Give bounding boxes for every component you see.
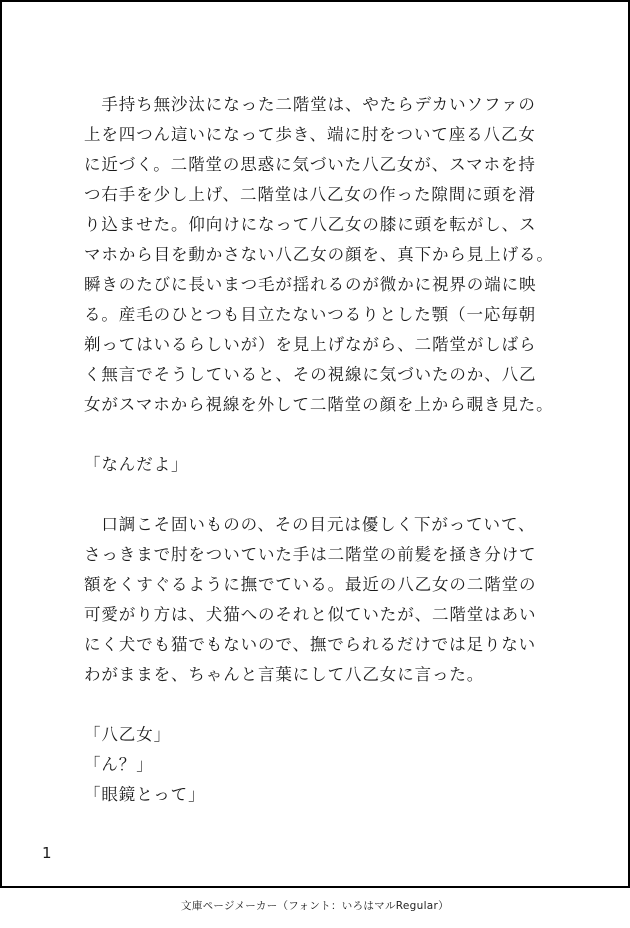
page-body: [84, 90, 554, 810]
text-line: 上を四つん這いになって歩き、端に肘をついて座る八乙女: [84, 125, 536, 144]
text-line: さっきまで肘をついていた手は二階堂の前髪を掻き分けて: [84, 545, 537, 564]
footer-caption: 文庫ページメーカー（フォント：いろはマルRegular）: [181, 900, 449, 912]
text-line: り込ませた。仰向けになって八乙女の膝に頭を転がし、ス: [84, 215, 537, 234]
text-line: 瞬きのたびに長いまつ毛が揺れるのが微かに視界の端に映: [84, 275, 537, 294]
blank-line: [84, 480, 554, 510]
text-line: にく犬でも猫でもないので、撫でられるだけでは足りない: [84, 635, 537, 654]
text-line: わがままを、ちゃんと言葉にして八乙女に言った。: [84, 665, 485, 684]
text-line: 可愛がり方は、犬猫へのそれと似ていたが、二階堂はあい: [84, 605, 537, 624]
blank-line: [84, 420, 554, 450]
text-line: マホから目を動かさない八乙女の顔を、真下から見上げる。: [84, 245, 554, 264]
dialogue-line: 「八乙女」: [84, 725, 171, 744]
text-line: 口調こそ固いものの、その目元は優しく下がっていて、: [84, 515, 536, 534]
page-number: 1: [42, 844, 52, 862]
text-line: る。産毛のひとつも目立たないつるりとした顎（一応毎朝: [84, 305, 537, 324]
text-line: に近づく。二階堂の思惑に気づいた八乙女が、スマホを持: [84, 155, 536, 174]
text-line: く無言でそうしていると、その視線に気づいたのか、八乙: [84, 365, 537, 384]
text-line: 女がスマホから視線を外して二階堂の顔を上から覗き見た。: [84, 395, 554, 414]
blank-line: [84, 690, 554, 720]
dialogue-line: 「ん？」: [84, 755, 154, 774]
text-line: つ右手を少し上げ、二階堂は八乙女の作った隙間に頭を滑: [84, 185, 536, 204]
dialogue-line: 「なんだよ」: [84, 455, 189, 474]
dialogue-line: 「眼鏡とって」: [84, 785, 206, 804]
text-line: 手持ち無沙汰になった二階堂は、やたらデカいソファの: [84, 95, 536, 114]
text-line: 剃ってはいるらしいが）を見上げながら、二階堂がしばら: [84, 335, 537, 354]
text-line: 額をくすぐるように撫でている。最近の八乙女の二階堂の: [84, 575, 537, 594]
